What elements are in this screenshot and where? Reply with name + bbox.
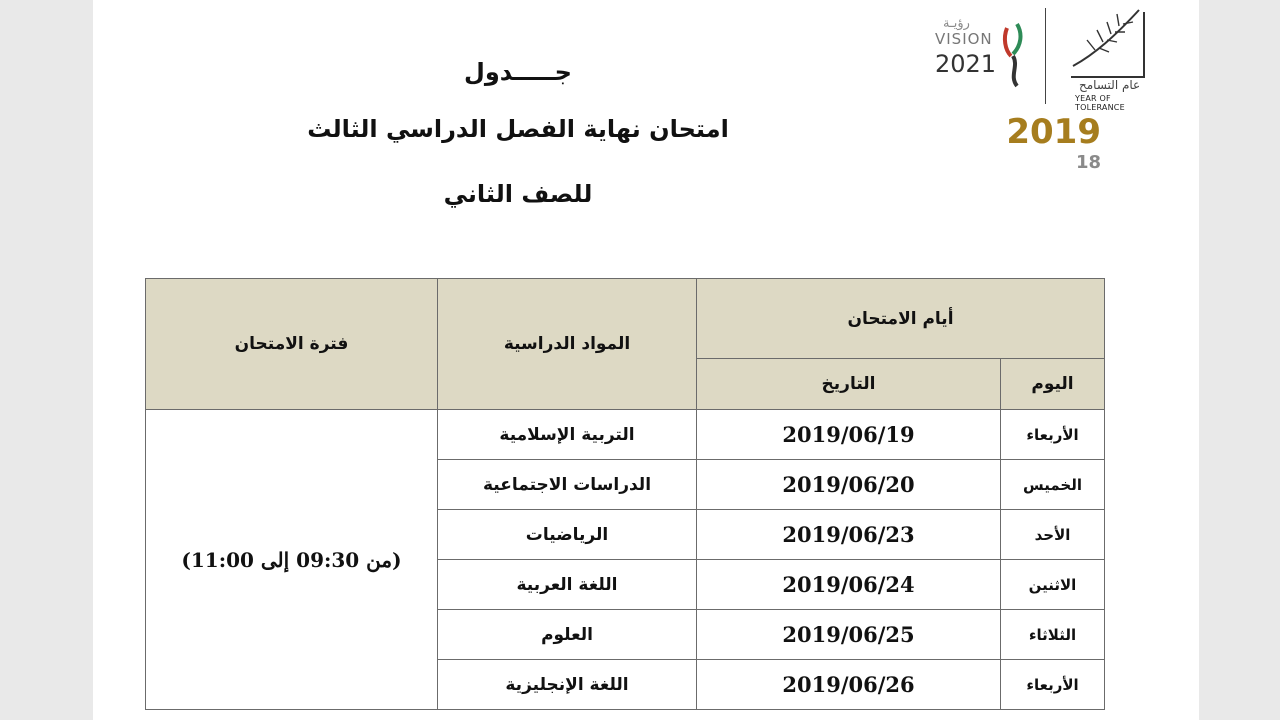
- header-subjects: المواد الدراسية: [438, 279, 697, 410]
- day-cell: الأربعاء: [1001, 660, 1105, 710]
- header-day: اليوم: [1001, 359, 1105, 410]
- ghaf-tree-icon: [1065, 6, 1149, 72]
- vision-year: 2021: [935, 50, 997, 78]
- day-cell: الاثنين: [1001, 560, 1105, 610]
- date-cell: 2019/06/25: [697, 610, 1001, 660]
- vision-emblem-icon: [1001, 20, 1027, 90]
- vision-2021-logo: [933, 16, 1033, 106]
- tolerance-english-text: YEAR OF TOLERANCE: [1075, 94, 1125, 112]
- logo-divider: [1045, 8, 1046, 104]
- date-cell: 2019/06/19: [697, 410, 1001, 460]
- year-label: 2019: [1006, 112, 1101, 152]
- subject-cell: اللغة الإنجليزية: [438, 660, 697, 710]
- subject-cell: اللغة العربية: [438, 560, 697, 610]
- header-exam-days: أيام الامتحان: [697, 279, 1105, 359]
- subject-cell: العلوم: [438, 610, 697, 660]
- subject-cell: الرياضيات: [438, 510, 697, 560]
- date-cell: 2019/06/20: [697, 460, 1001, 510]
- date-cell: 2019/06/24: [697, 560, 1001, 610]
- table-row: [146, 410, 1105, 460]
- header-exam-period: فترة الامتحان: [146, 279, 438, 410]
- document-page: [93, 0, 1199, 720]
- document-title: جـــــدول: [464, 58, 572, 86]
- edition-label: 18: [1075, 152, 1101, 173]
- day-cell: الخميس: [1001, 460, 1105, 510]
- logos-block: [933, 6, 1163, 116]
- year-of-tolerance-logo: [1059, 6, 1163, 112]
- exam-schedule-table: [145, 278, 1105, 710]
- subject-cell: التربية الإسلامية: [438, 410, 697, 460]
- document-subtitle: امتحان نهاية الفصل الدراسي الثالث: [307, 115, 729, 143]
- day-cell: الأحد: [1001, 510, 1105, 560]
- tolerance-arabic-text: عام التسامح: [1079, 78, 1141, 92]
- date-cell: 2019/06/26: [697, 660, 1001, 710]
- date-cell: 2019/06/23: [697, 510, 1001, 560]
- day-cell: الثلاثاء: [1001, 610, 1105, 660]
- header-date: التاريخ: [697, 359, 1001, 410]
- vision-arabic-text: رؤيـة: [943, 16, 970, 31]
- exam-period-cell: (من 09:30 إلى 11:00): [146, 410, 438, 710]
- subject-cell: الدراسات الاجتماعية: [438, 460, 697, 510]
- day-cell: الأربعاء: [1001, 410, 1105, 460]
- grade-label: للصف الثاني: [443, 180, 593, 208]
- vision-word: VISION: [935, 30, 993, 48]
